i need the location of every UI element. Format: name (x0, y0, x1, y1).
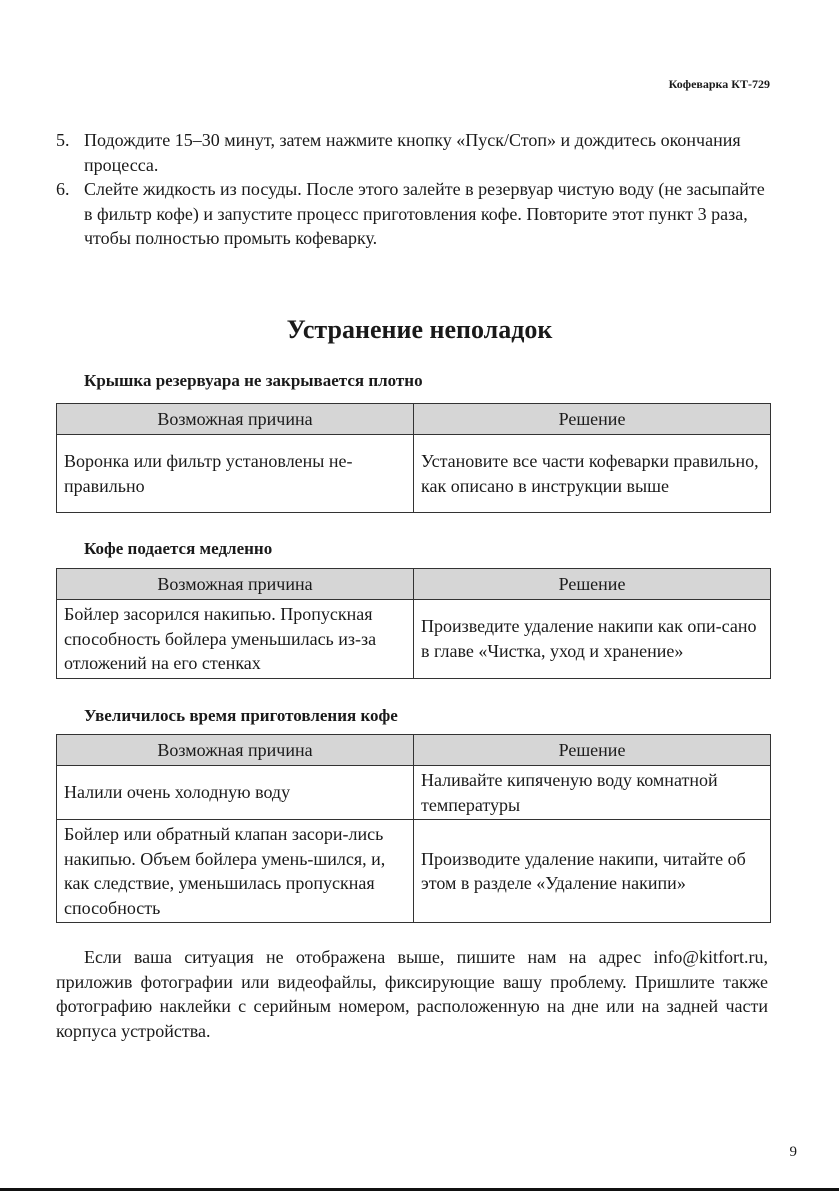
table-header-row (57, 569, 771, 600)
table-row (57, 820, 771, 923)
solution-cell: Установите все части кофеварки правильно, как описано в инструкции выше (414, 435, 771, 513)
section-title: Устранение неполадок (286, 315, 553, 344)
document-header: Кофеварка КТ-729 (668, 77, 770, 91)
troubleshooting-table (56, 403, 771, 513)
table-row (57, 766, 771, 820)
column-header-cause: Возможная причина (57, 735, 414, 766)
column-header-solution: Решение (414, 569, 771, 600)
column-header-cause: Возможная причина (57, 404, 414, 435)
column-header-cause: Возможная причина (57, 569, 414, 600)
cause-cell: Налили очень холодную воду (57, 766, 414, 820)
table-header-row (57, 404, 771, 435)
column-header-solution: Решение (414, 404, 771, 435)
step-text: Подождите 15–30 минут, затем нажмите кнопку «Пуск/Стоп» и дождитесь окончания процесса. (84, 130, 741, 175)
troubleshooting-table (56, 734, 771, 923)
step-item (56, 128, 768, 177)
cause-cell: Бойлер или обратный клапан засори-лись накипью. Объем бойлера умень-шился, и, как следствие, уменьшилась пропускная способность (57, 820, 414, 923)
contact-paragraph: Если ваша ситуация не отображена выше, пишите нам на адрес info@kitfort.ru, приложив фотографии или видеофайлы, фиксирующие вашу проблему. Пришлите также фотографию наклейки с серийным номером, расположенную на дне или на задней части корпуса устройства. (56, 947, 768, 1041)
cause-cell: Воронка или фильтр установлены не-правильно (57, 435, 414, 513)
table-row (57, 600, 771, 679)
step-list (56, 128, 768, 251)
solution-cell: Наливайте кипяченую воду комнатной температуры (414, 766, 771, 820)
step-number: 5. (56, 130, 70, 150)
solution-cell: Произведите удаление накипи как опи-сано в главе «Чистка, уход и хранение» (414, 600, 771, 679)
problem-title: Крышка резервуара не закрывается плотно (84, 371, 423, 390)
problem-title: Кофе подается медленно (84, 539, 273, 558)
table-row (57, 435, 771, 513)
cause-cell: Бойлер засорился накипью. Пропускная способность бойлера уменьшилась из-за отложений на его стенках (57, 600, 414, 679)
table-header-row (57, 735, 771, 766)
troubleshooting-table (56, 568, 771, 679)
step-item (56, 177, 768, 251)
page-number: 9 (789, 1144, 797, 1160)
step-number: 6. (56, 179, 70, 199)
step-text: Слейте жидкость из посуды. После этого залейте в резервуар чистую воду (не засыпайте в фильтр кофе) и запустите процесс приготовления кофе. Повторите этот пункт 3 раза, чтобы полностью промыть кофеварку. (84, 179, 765, 248)
problem-title: Увеличилось время приготовления кофе (84, 706, 398, 725)
column-header-solution: Решение (414, 735, 771, 766)
solution-cell: Производите удаление накипи, читайте об этом в разделе «Удаление накипи» (414, 820, 771, 923)
